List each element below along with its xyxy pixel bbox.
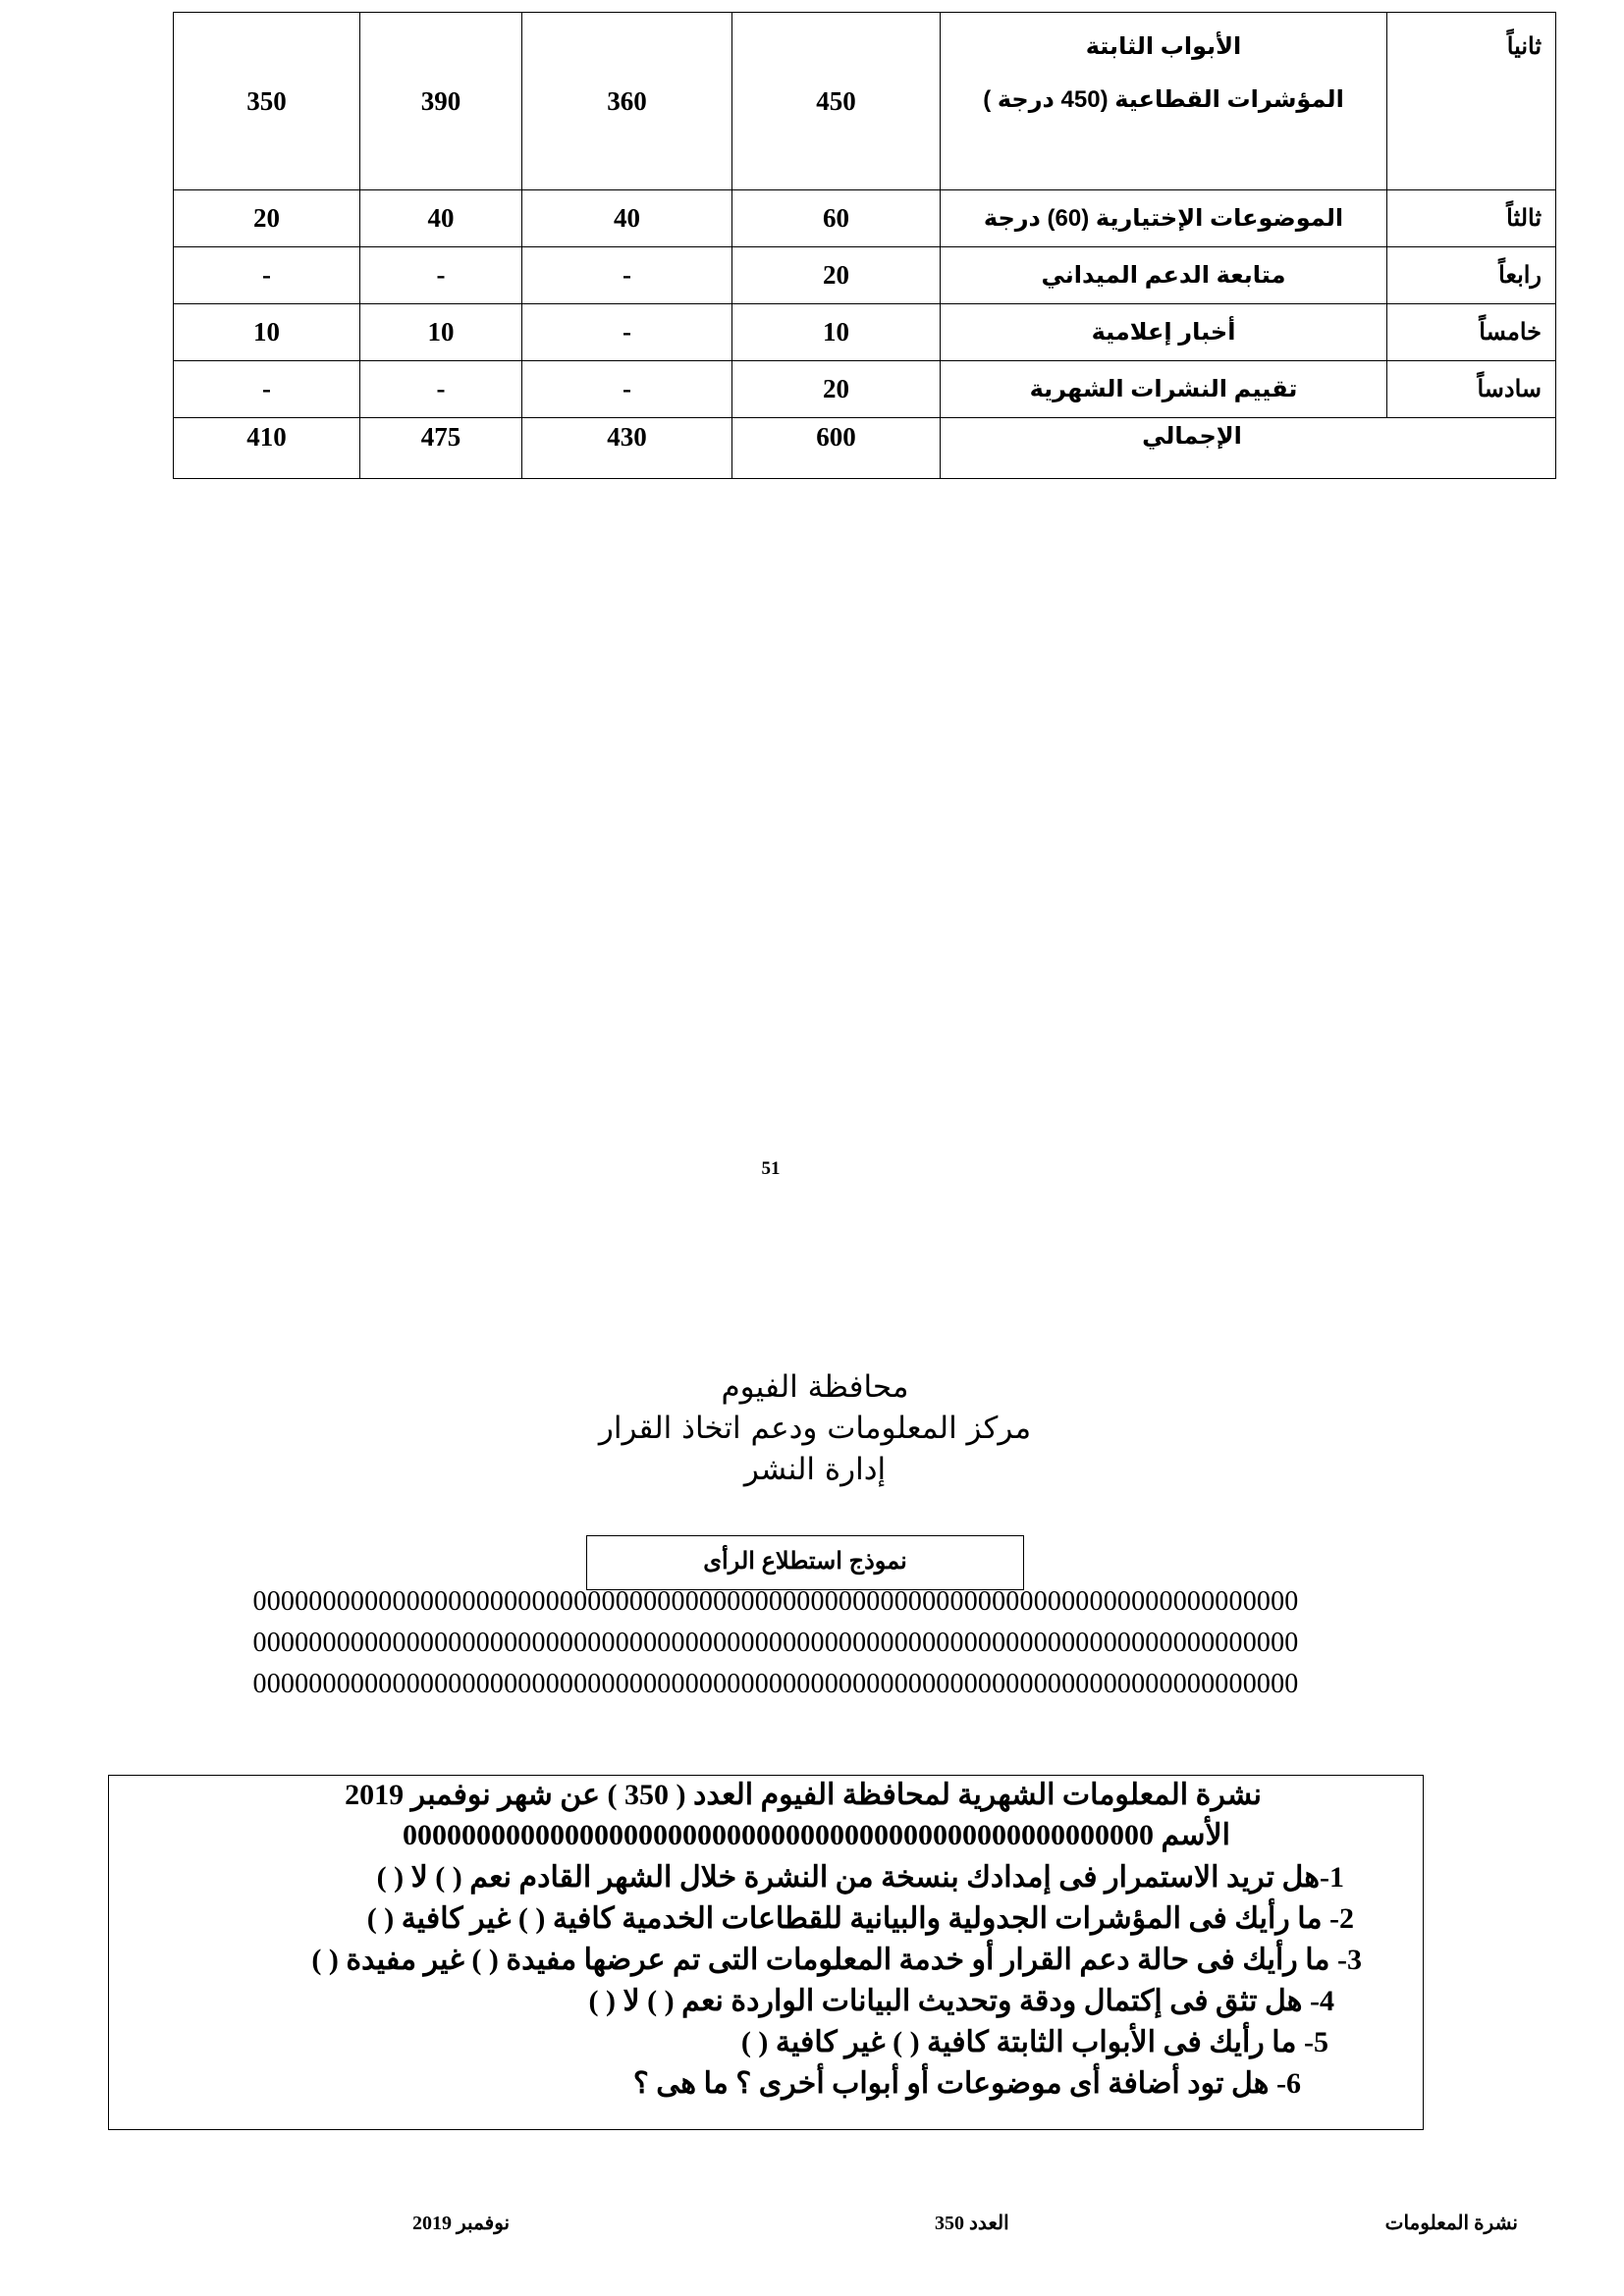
cell-value-1: 20 [732, 247, 941, 304]
footer-date: نوفمبر 2019 [412, 2213, 511, 2234]
cell-value-4: 20 [174, 190, 360, 247]
cell-label: خامساً [1387, 304, 1556, 361]
cell-item: متابعة الدعم الميداني [941, 247, 1387, 304]
survey-form [108, 1775, 1424, 2130]
question-4[interactable]: 4- هل تثق فى إكتمال ودقة وتحديث البيانات الواردة نعم ( ) لا ( ) [588, 1985, 1334, 2017]
table-row [174, 304, 1556, 361]
cell-value-3: - [360, 361, 522, 418]
cell-value-2: - [522, 361, 732, 418]
zero-line: 000000000000000000000000000000000000000000000000000000000000000000000000000 [252, 1669, 1299, 1699]
question-5[interactable]: 5- ما رأيك فى الأبواب الثابتة كافية ( ) غير كافية ( ) [740, 2026, 1328, 2058]
cell-label: سادساً [1387, 361, 1556, 418]
total-label: الإجمالي [941, 418, 1556, 479]
total-value-1: 600 [732, 418, 941, 479]
cell-value-3: 40 [360, 190, 522, 247]
cell-value-4: 10 [174, 304, 360, 361]
table-row [174, 13, 1556, 190]
form-heading: نشرة المعلومات الشهرية لمحافظة الفيوم العدد ( 350 ) عن شهر نوفمبر 2019 [345, 1779, 1262, 1811]
zero-line: 000000000000000000000000000000000000000000000000000000000000000000000000000 [252, 1586, 1299, 1617]
item-line: المؤشرات القطاعية (450 درجة ) [983, 86, 1344, 113]
cell-item: أخبار إعلامية [941, 304, 1387, 361]
grades-table [173, 12, 1556, 479]
question-2[interactable]: 2- ما رأيك فى المؤشرات الجدولية والبيانية للقطاعات الخدمية كافية ( ) غير كافية ( ) [366, 1902, 1354, 1935]
cell-value-2: 40 [522, 190, 732, 247]
page-number: 51 [761, 1158, 781, 1179]
cell-value-3: - [360, 247, 522, 304]
cell-value-2: - [522, 304, 732, 361]
total-value-2: 430 [522, 418, 732, 479]
name-field[interactable]: الأسم 000000000000000000000000000000000000000000000000000 [402, 1819, 1230, 1851]
total-value-3: 475 [360, 418, 522, 479]
question-1[interactable]: 1-هل تريد الاستمرار فى إمدادك بنسخة من النشرة خلال الشهر القادم نعم ( ) لا ( ) [376, 1861, 1344, 1894]
table-row [174, 190, 1556, 247]
cell-label: ثانياً [1387, 13, 1556, 190]
cell-item: الموضوعات الإختيارية (60) درجة [941, 190, 1387, 247]
table-row [174, 247, 1556, 304]
cell-value-2: 360 [522, 13, 732, 190]
zero-line: 000000000000000000000000000000000000000000000000000000000000000000000000000 [252, 1628, 1299, 1658]
cell-value-4: 350 [174, 13, 360, 190]
cell-value-1: 450 [732, 13, 941, 190]
cell-value-3: 390 [360, 13, 522, 190]
center-name: مركز المعلومات ودعم اتخاذ القرار [598, 1411, 1032, 1446]
question-6[interactable]: 6- هل تود أضافة أى موضوعات أو أبواب أخرى ؟ ما هى ؟ [632, 2067, 1301, 2100]
total-value-4: 410 [174, 418, 360, 479]
cell-item [941, 13, 1387, 190]
cell-value-4: - [174, 247, 360, 304]
table-row [174, 361, 1556, 418]
cell-value-1: 60 [732, 190, 941, 247]
cell-value-4: - [174, 361, 360, 418]
cell-label: رابعاً [1387, 247, 1556, 304]
cell-item: تقييم النشرات الشهرية [941, 361, 1387, 418]
footer-publication: نشرة المعلومات [1384, 2213, 1518, 2234]
cell-value-1: 20 [732, 361, 941, 418]
survey-title: نموذج استطلاع الرأى [586, 1535, 1024, 1590]
governorate-name: محافظة الفيوم [721, 1369, 909, 1405]
cell-value-1: 10 [732, 304, 941, 361]
table-total-row [174, 418, 1556, 479]
item-line: الأبواب الثابتة [1085, 33, 1242, 60]
footer-issue: العدد 350 [935, 2213, 1009, 2234]
question-3[interactable]: 3- ما رأيك فى حالة دعم القرار أو خدمة المعلومات التى تم عرضها مفيدة ( ) غير مفيدة ( ) [311, 1944, 1362, 1976]
cell-value-3: 10 [360, 304, 522, 361]
department-name: إدارة النشر [743, 1452, 887, 1487]
cell-label: ثالثاً [1387, 190, 1556, 247]
cell-value-2: - [522, 247, 732, 304]
